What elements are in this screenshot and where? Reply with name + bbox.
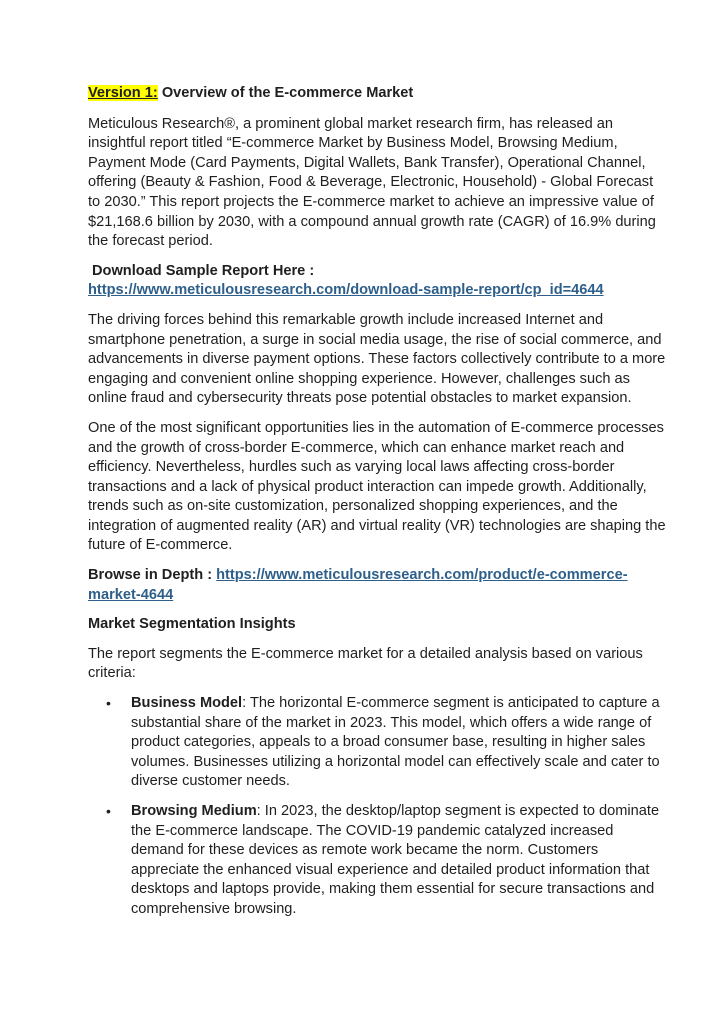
bullet-icon: • <box>106 695 111 712</box>
segmentation-heading: Market Segmentation Insights <box>88 616 296 633</box>
version-label: Version 1: <box>88 85 158 101</box>
segment-bullet-list <box>88 694 669 920</box>
opportunities-paragraph: One of the most significant opportunities lies in the automation of E-commerce processes and the growth of cross-border E-commerce, which can enhance market reach and efficiency. Nevertheless, hurdles such as varying local laws affecting cross-border transactions and a lack of physical product interaction can impede growth. Additionally, trends such as on-site customization, personalized shopping experiences, and the integration of augmented reality (AR) and virtual reality (VR) technologies are shaping the future of E-commerce. <box>88 419 666 554</box>
list-item <box>88 802 669 920</box>
bullet-text: : The horizontal E-commerce segment is anticipated to capture a substantial share of the market in 2023. This model, which offers a wide range of product categories, appeals to a broad consumer base, resulting in higher sales volumes. Businesses utilizing a horizontal model can effectively scale and cater to diverse customer needs. <box>131 695 660 790</box>
bullet-term: Business Model <box>131 695 243 712</box>
segment-intro-paragraph: The report segments the E-commerce market for a detailed analysis based on various criteria: <box>88 645 643 682</box>
bullet-term: Browsing Medium <box>131 803 257 819</box>
download-label: Download Sample Report Here : <box>92 262 315 279</box>
download-block <box>88 262 669 301</box>
download-sample-link[interactable]: https://www.meticulousresearch.com/download-sample-report/cp_id=4644 <box>88 282 604 299</box>
browse-block <box>88 566 669 605</box>
bullet-icon: • <box>106 803 111 819</box>
browse-label: Browse in Depth : <box>88 567 213 584</box>
list-item <box>88 694 669 792</box>
section-title: Overview of the E-commerce Market <box>157 85 414 101</box>
browse-in-depth-link[interactable]: https://www.meticulousresearch.com/product/e-commerce-market-4644 <box>88 567 628 603</box>
section-heading <box>88 84 669 104</box>
drivers-paragraph: The driving forces behind this remarkable growth include increased Internet and smartphone penetration, a surge in social media usage, the rise of social commerce, and advancements in diverse payment options. These factors collectively contribute to a more engaging and convenient online shopping experience. However, challenges such as online fraud and cybersecurity threats pose potential obstacles to market expansion. <box>88 311 666 407</box>
bullet-text: : In 2023, the desktop/laptop segment is expected to dominate the E-commerce landscape. The COVID-19 pandemic catalyzed increased demand for these devices as remote work became the norm. Customers appreciate the enhanced visual experience and detailed product information that desktops and laptops provide, making them essential for secure transactions and comprehensive browsing. <box>131 803 660 917</box>
intro-paragraph: Meticulous Research®, a prominent global market research firm, has released an insightful report titled “E-commerce Market by Business Model, Browsing Medium, Payment Mode (Card Payments, Digital Wallets, Bank Transfer), Operational Channel, offering (Beauty & Fashion, Food & Beverage, Electronic, Household) - Global Forecast to 2030.” This report projects the E-commerce market to achieve an impressive value of $21,168.6 billion by 2030, with a compound annual growth rate (CAGR) of 16.9% during the forecast period. <box>88 115 656 250</box>
